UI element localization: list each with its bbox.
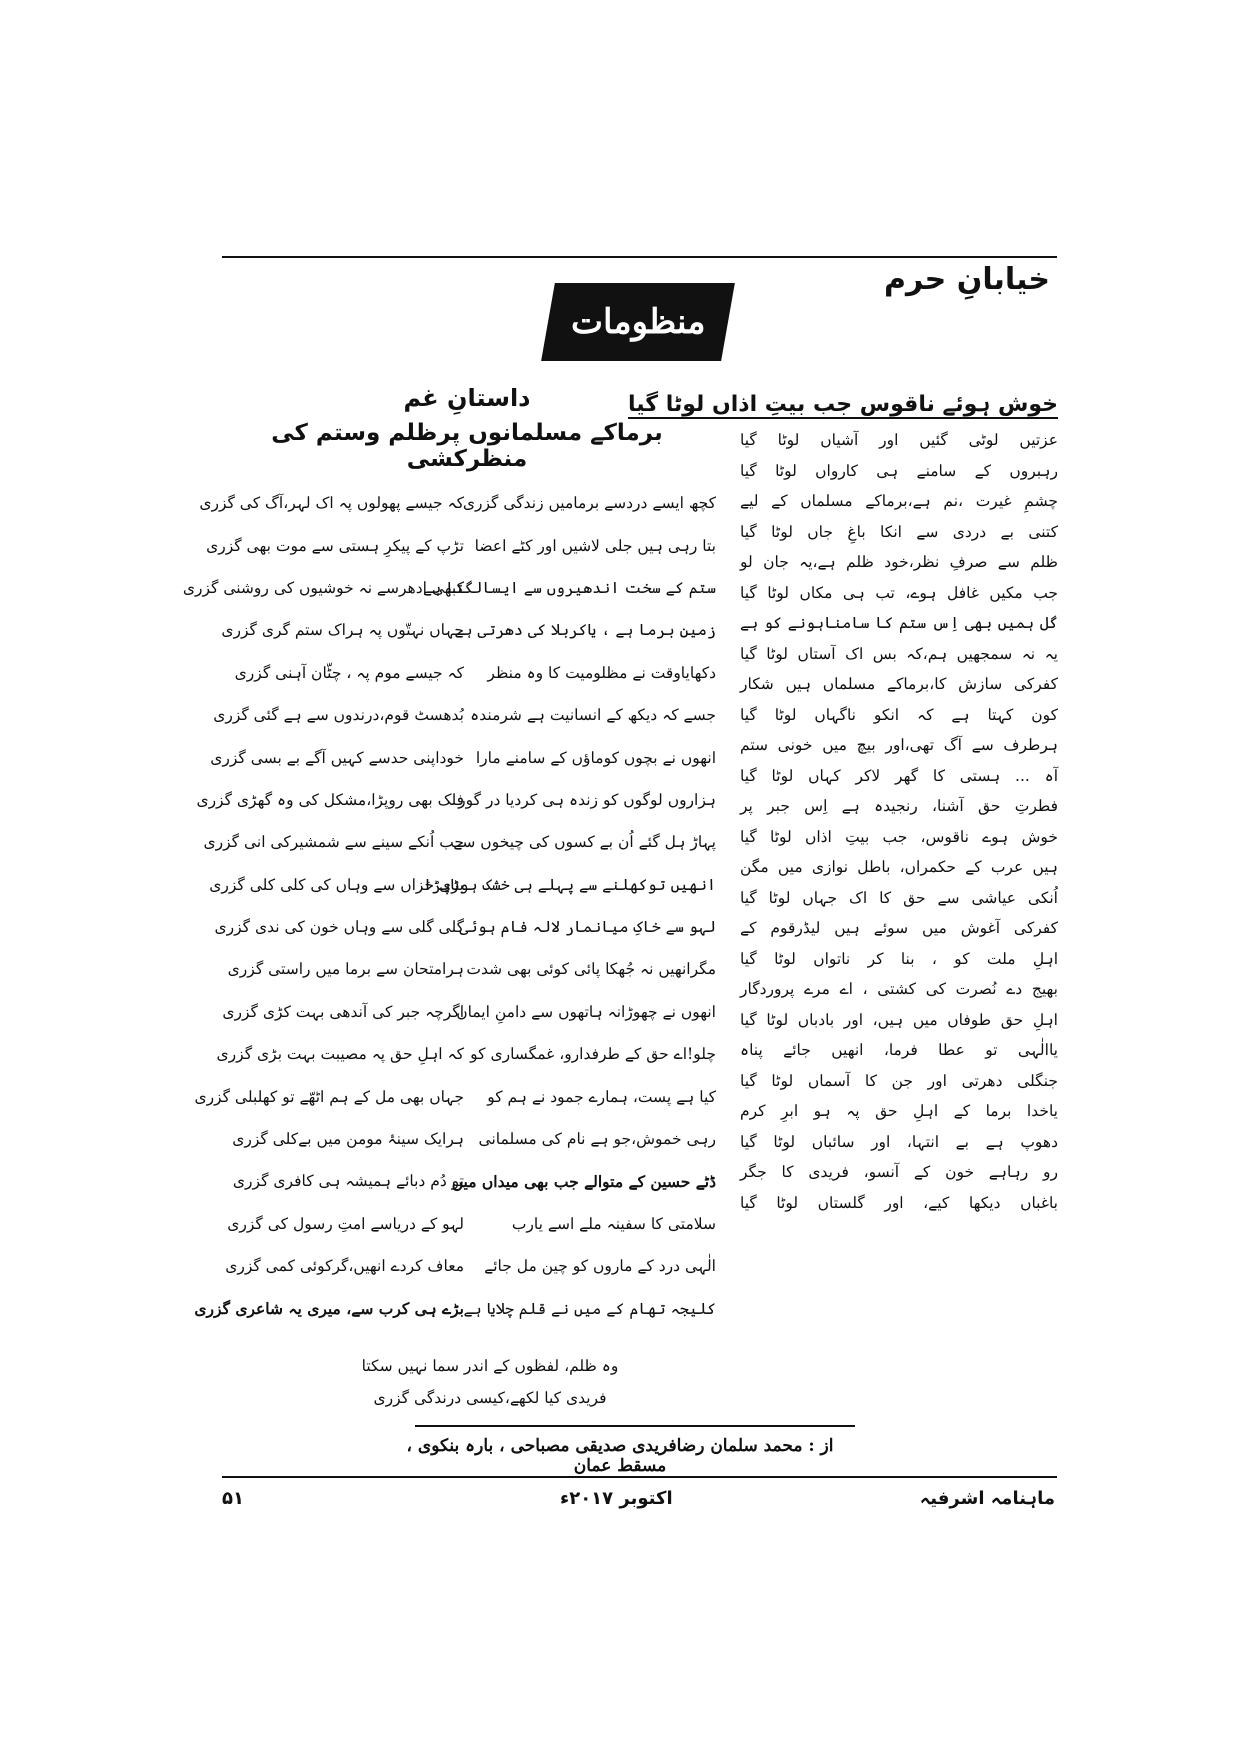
credit-rule: [415, 1425, 855, 1427]
couplet: [222, 609, 716, 651]
footer-page-number: ۵۱: [222, 1488, 244, 1509]
couplet: [222, 1203, 716, 1245]
right-poem-line: اُنکی عیاشی سے حق کا اک جہاں لوٹا گیا: [740, 888, 1058, 907]
right-poem-line: خوش ہوے ناقوس، جب بیتِ اذاں لوٹا گیا: [740, 827, 1058, 846]
banner: [541, 283, 735, 361]
couplet: [199, 482, 716, 524]
second-hemistich: تڑپ کے پیکرِ ہستی سے موت بھی گزری: [206, 536, 464, 555]
footer-rule: [222, 1476, 1057, 1478]
couplet: [210, 736, 716, 778]
right-poem-line: جب مکیں غافل ہوے، تب ہی مکاں لوٹا گیا: [740, 583, 1058, 602]
footer-issue-date: اکتوبر ۲۰۱۷ء: [560, 1488, 673, 1509]
first-hemistich: کچھ ایسے دردسے برمامیں زندگی گزری: [462, 494, 716, 513]
second-hemistich: کبھی ادھرسے نہ خوشیوں کی روشنی گزری: [182, 578, 464, 597]
right-poem-line: کون کہتا ہے کہ انکو ناگہاں لوٹا گیا: [740, 705, 1058, 724]
second-hemistich: لہو کے دریاسے امتِ رسول کی گزری: [227, 1214, 464, 1233]
couplet: [196, 779, 716, 821]
couplet: [203, 821, 716, 863]
couplet: [214, 906, 716, 948]
couplet: [209, 864, 716, 906]
couplet: [222, 991, 716, 1033]
right-poem-line: ہیں عرب کے حکمراں، باطل نوازی میں مگن: [740, 858, 1058, 876]
couplet: [222, 1245, 716, 1287]
couplet: [216, 1033, 716, 1075]
right-poem-line: کتنی بے دردی سے انکا باغِ جاں لوٹا گیا: [740, 522, 1058, 541]
second-hemistich: کہ جیسے پھولوں پہ اک لہر،آگ کی گزری: [199, 494, 464, 513]
left-poem-title: داستانِ غم: [403, 384, 531, 412]
second-hemistich: کہ جیسے موم پہ ، چٹّان آہنی گزری: [234, 663, 464, 682]
right-poem-title: خوش ہوئے ناقوس جب بیتِ اذاں لوٹا گیا: [628, 392, 1058, 417]
second-hemistich: جہاں بھی مل کے ہم اٹھّے تو کھلبلی گزری: [194, 1087, 464, 1106]
second-hemistich: بڑی خزاں سے وہاں کی کلی کلی گزری: [209, 875, 464, 894]
left-poem-couplets: [182, 482, 716, 1330]
right-poem-line: یاالٰہی تو عطا فرما، انھیں جائے پناہ: [740, 1041, 1058, 1059]
right-poem-line: بھیج دے نُصرت کی کشتی ، اے مرے پروردگار: [740, 980, 1058, 998]
right-poem-line: عزتیں لوٹی گئیں اور آشیاں لوٹا گیا: [740, 431, 1058, 449]
right-poem-line: اہلِ حق طوفاں میں ہیں، اور بادباں لوٹا گیا: [740, 1010, 1058, 1029]
footer-magazine-name: ماہنامہ اشرفیہ: [919, 1488, 1055, 1509]
first-hemistich: انھیں توکھلنے سے پہلے ہی خشک ہوناپڑا: [423, 875, 716, 894]
first-hemistich: لہو سے خاکِ میانمار لالہ فام ہوئی: [459, 918, 716, 937]
second-hemistich: گلی گلی سے وہاں خون کی ندی گزری: [214, 918, 464, 937]
couplet: [222, 948, 716, 990]
first-hemistich: بتا رہی ہیں جلی لاشیں اور کٹے اعضا: [474, 536, 716, 555]
first-hemistich: چلو!اے حق کے طرفدارو، غمگساری کو: [470, 1045, 716, 1064]
right-poem-line: اہلِ ملت کو ، بنا کر ناتواں لوٹا گیا: [740, 949, 1058, 968]
first-hemistich: ڈٹے حسین کے متوالے جب بھی میداں میں: [451, 1171, 716, 1191]
first-hemistich: پہاڑ ہل گئے اُن بے کسوں کی چیخوں سے: [453, 833, 716, 852]
couplet: [222, 652, 716, 694]
first-hemistich: الٰہی درد کے ماروں کو چین مل جائے: [484, 1257, 716, 1276]
final-line: فریدی کیا لکھے،کیسی درندگی گزری: [373, 1389, 607, 1407]
left-poem-subtitle: برماکے مسلمانوں پرظلم وستم کی منظرکشی: [271, 420, 663, 472]
second-hemistich: جب اُنکے سینے سے شمشیرکی انی گزری: [203, 833, 464, 852]
first-hemistich: دکھایاوقت نے مظلومیت کا وہ منظر: [487, 663, 716, 682]
first-hemistich: سلامتی کا سفینہ ملے اسے یارب: [511, 1214, 716, 1233]
right-poem-line: باغباں دیکھا کیے، اور گلستاں لوٹا گیا: [740, 1193, 1058, 1212]
second-hemistich: جہاں نہتّوں پہ ہراک ستم گری گزری: [221, 621, 464, 640]
right-poem-line: ہرطرف سے آگ تھی،اور بیچ میں خونی ستم: [740, 736, 1058, 754]
right-poem-line: دھوپ ہے بے انتہا، اور سائباں لوٹا گیا: [740, 1132, 1058, 1151]
couplet: [194, 1075, 716, 1117]
right-poem-line: کفرکی آغوش میں سوئے ہیں لیڈرقوم کے: [740, 919, 1058, 937]
first-hemistich: ہزاروں لوگوں کو زندہ ہی کردیا در گور: [458, 790, 716, 809]
couplet: [213, 694, 716, 736]
second-hemistich: خوداپنی حدسے کہیں آگے بے بسی گزری: [210, 748, 464, 767]
right-poem-line: یہ نہ سمجھیں ہم،کہ بس اک آستاں لوٹا گیا: [740, 644, 1058, 663]
couplet: [206, 524, 716, 566]
left-poem-final-lines: [340, 1350, 640, 1414]
section-name: خیابانِ حرم: [884, 262, 1050, 297]
couplet: [222, 1118, 716, 1160]
first-hemistich: کیا ہے پست، ہمارے جمود نے ہم کو: [487, 1087, 716, 1106]
couplet: [194, 1287, 716, 1329]
first-hemistich: انھوں نے بچوں کوماؤں کے سامنے مارا: [475, 748, 716, 767]
poet-credit: از : محمد سلمان رضافریدی صدیقی مصباحی ، بارہ بنکوی ، مسقط عمان: [406, 1436, 834, 1476]
right-poem-line: فطرتِ حق آشنا، رنجیدہ ہے اِس جبر پر: [740, 797, 1058, 815]
first-hemistich: کلیجہ تھام کے میں نے قلم چلایا ہے: [463, 1299, 716, 1318]
second-hemistich: ہرامتحان سے برما میں راستی گزری: [227, 960, 464, 979]
right-poem-line: رہبروں کے سامنے ہی کارواں لوٹا گیا: [740, 461, 1058, 480]
couplet: [182, 567, 716, 609]
right-poem-line: کفرکی سازش کا،برماکے مسلماں ہیں شکار: [740, 675, 1058, 693]
second-hemistich: فلک بھی روپڑا،مشکل کی وہ گھڑی گزری: [196, 790, 464, 809]
second-hemistich: کہ اہلِ حق پہ مصیبت بہت بڑی گزری: [216, 1045, 464, 1064]
first-hemistich: جسے کہ دیکھ کے انسانیت ہے شرمندہ: [470, 706, 716, 725]
first-hemistich: رہی خموش،جو ہے نام کی مسلمانی: [478, 1130, 716, 1149]
first-hemistich: مگرانھیں نہ جُھکا پائی کوئی بھی شدت: [466, 960, 716, 979]
left-poem-header: [222, 384, 712, 472]
couplet: [222, 1160, 716, 1202]
right-poem-line: یاخدا برما کے اہلِ حق پہ ہو ابرِ کرم: [740, 1102, 1058, 1120]
second-hemistich: ہرایک سینۂ مومن میں بےکلی گزری: [232, 1130, 464, 1149]
first-hemistich: انھوں نے چھوڑانہ ہاتھوں سے دامنِ ایماں: [456, 1002, 716, 1021]
right-poem-line: جنگلی دھرتی اور جن کا آسماں لوٹا گیا: [740, 1071, 1058, 1090]
right-poem-lines: [740, 425, 1058, 1218]
banner-text: منظومات: [570, 302, 706, 342]
second-hemistich: بُدھسٹ قوم،درندوں سے ہے گئی گزری: [213, 706, 464, 725]
header-rule: [222, 256, 1057, 258]
right-poem-line: چشمِ غیرت ،نم ہے،برماکے مسلماں کے لیے: [740, 492, 1058, 510]
first-hemistich: ستم کے سخت اندھیروں سے ایسالگتا ہے: [423, 578, 716, 597]
right-poem-line: ظلم سے صرفِ نظر،خود ظلم ہے،یہ جان لو: [740, 553, 1058, 571]
second-hemistich: تو دُم دبائے ہمیشہ ہی کافری گزری: [232, 1172, 464, 1191]
right-poem-line: آہ ... ہستی کا گھر لاکر کہاں لوٹا گیا: [740, 766, 1058, 785]
second-hemistich: اگرچہ جبر کی آندھی بہت کڑی گزری: [222, 1002, 464, 1021]
final-line: وہ ظلم، لفظوں کے اندر سما نہیں سکتا: [361, 1357, 619, 1375]
right-poem-line: گل ہمیں بھی اِس ستم کا سامناہونے کو ہے: [740, 614, 1058, 632]
right-poem-line: رو رہاہے خون کے آنسو، فریدی کا جگر: [740, 1163, 1058, 1181]
first-hemistich: زمینِ برما ہے ، یاکربلا کی دھرتی ہے: [454, 621, 716, 640]
second-hemistich: معاف کردے انھیں،گرکوئی کمی گزری: [225, 1257, 464, 1276]
right-poem: [628, 392, 1058, 1218]
second-hemistich: بڑے ہی کرب سے، میری یہ شاعری گزری: [194, 1299, 464, 1319]
